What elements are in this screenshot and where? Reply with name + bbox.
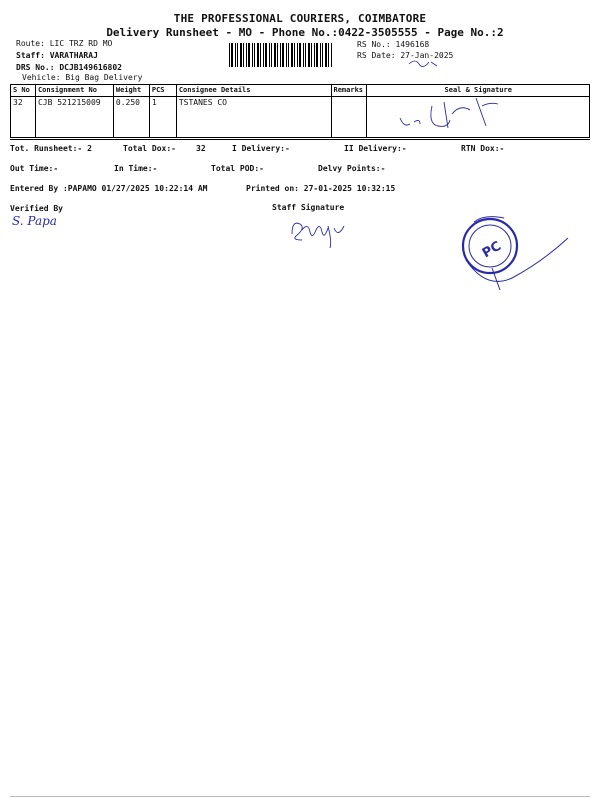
svg-text:PC: PC — [479, 238, 504, 262]
i-delivery: I Delivery:- — [232, 144, 290, 153]
verified-handwriting: S. Papa — [12, 214, 57, 228]
route-label: Route: LIC TRZ RD MO — [16, 39, 113, 48]
barcode-bar — [240, 43, 242, 67]
col-header-consignee: Consignee Details — [176, 85, 331, 97]
runsheet-subtitle: Delivery Runsheet - MO - Phone No.:0422-3505555 - Page No.:2 — [106, 26, 504, 39]
barcode-bar — [291, 43, 293, 67]
receiver-signature — [392, 92, 512, 138]
cell-weight: 0.250 — [113, 97, 149, 138]
barcode-bar — [248, 43, 250, 67]
barcode-bar — [280, 43, 281, 67]
col-header-weight: Weight — [113, 85, 149, 97]
barcode-bar — [314, 43, 315, 67]
barcode-bar — [252, 43, 253, 67]
barcode-bar — [299, 43, 301, 67]
verified-by-label: Verified By — [10, 204, 63, 213]
staff-signature-label: Staff Signature — [272, 203, 345, 212]
barcode-bar — [328, 43, 329, 67]
out-time: Out Time:- — [10, 164, 59, 173]
barcode-bar — [260, 43, 261, 67]
total-pod: Total POD:- — [211, 164, 264, 173]
barcode-bar — [308, 43, 310, 67]
barcode-bar — [263, 43, 264, 67]
barcode-bar — [243, 43, 244, 67]
barcode-bar — [316, 43, 318, 67]
rs-date: RS Date: 27-Jan-2025 — [357, 51, 454, 60]
barcode-bar — [254, 43, 255, 67]
barcode-bar — [237, 43, 238, 67]
barcode-bar — [235, 43, 236, 67]
barcode-bar — [231, 43, 233, 67]
barcode — [228, 43, 334, 67]
barcode-bar — [229, 43, 230, 67]
col-header-pcs: PCS — [149, 85, 176, 97]
barcode-bar — [277, 43, 278, 67]
tot-runsheet: Tot. Runsheet:- 2 — [10, 144, 92, 153]
barcode-bar — [271, 43, 272, 67]
delvy-points: Delvy Points:- — [318, 164, 386, 173]
barcode-bar — [288, 43, 289, 67]
col-header-sno: S No — [11, 85, 36, 97]
barcode-bar — [305, 43, 306, 67]
rtn-dox: RTN Dox:- — [461, 144, 505, 153]
barcode-bar — [286, 43, 287, 67]
barcode-bar — [257, 43, 259, 67]
barcode-bar — [322, 43, 323, 67]
cell-consignment: CJB 521215009 — [35, 97, 113, 138]
barcode-bar — [303, 43, 304, 67]
staff-label: Staff: VARATHARAJ — [16, 51, 98, 60]
barcode-bar — [269, 43, 270, 67]
staff-signature — [286, 214, 356, 250]
col-header-consignment: Consignment No — [35, 85, 113, 97]
cell-consignee: TSTANES CO — [176, 97, 331, 138]
barcode-bar — [320, 43, 321, 67]
barcode-bar — [331, 43, 332, 67]
cell-sno: 32 — [11, 97, 36, 138]
barcode-bar — [282, 43, 284, 67]
divider-line — [10, 139, 590, 140]
barcode-bar — [311, 43, 312, 67]
barcode-bar — [297, 43, 298, 67]
vehicle-label: Vehicle: Big Bag Delivery — [22, 73, 143, 82]
entered-by: Entered By :PAPAMO 01/27/2025 10:22:14 AM — [10, 184, 208, 193]
in-time: In Time:- — [114, 164, 158, 173]
company-title: THE PROFESSIONAL COURIERS, COIMBATORE — [173, 12, 427, 25]
barcode-bar — [325, 43, 327, 67]
printed-on: Printed on: 27-01-2025 10:32:15 — [246, 184, 396, 193]
col-header-remarks: Remarks — [331, 85, 367, 97]
col-header-seal: Seal & Signature — [367, 85, 590, 97]
rs-number: RS No.: 1496168 — [357, 40, 430, 49]
company-seal-stamp — [452, 208, 572, 298]
total-dox-label: Total Dox:- — [123, 144, 176, 153]
cell-remarks — [331, 97, 367, 138]
barcode-bar — [246, 43, 247, 67]
small-pen-mark — [405, 56, 445, 70]
total-dox-value: 32 — [196, 144, 206, 153]
barcode-bar — [265, 43, 267, 67]
ii-delivery: II Delivery:- — [344, 144, 407, 153]
barcode-bar — [274, 43, 276, 67]
drs-number: DRS No.: DCJB149616802 — [16, 63, 122, 72]
barcode-bar — [294, 43, 295, 67]
page-bottom-line — [10, 796, 590, 797]
cell-pcs: 1 — [149, 97, 176, 138]
